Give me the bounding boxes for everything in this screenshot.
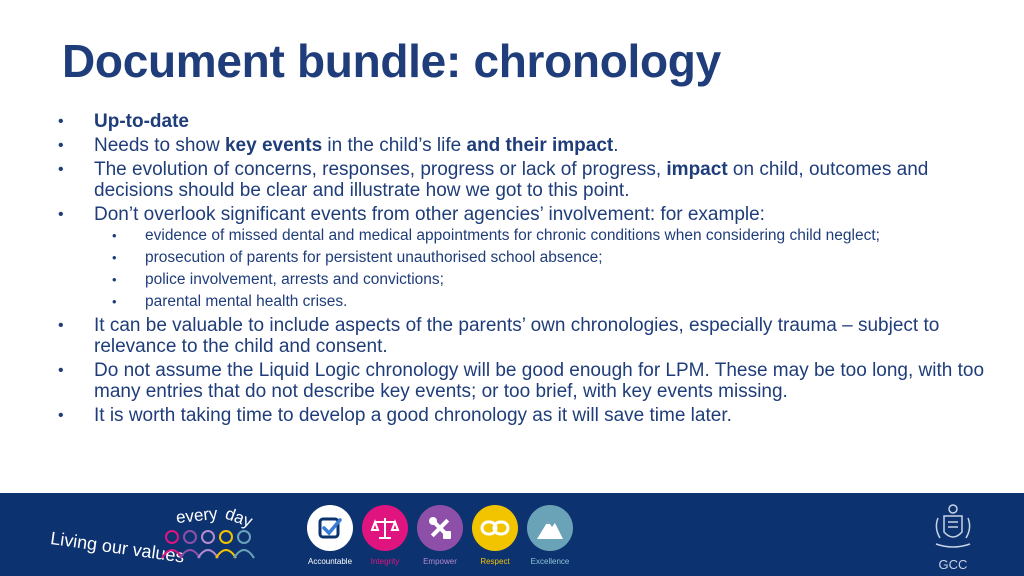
bullet-item [56, 111, 986, 132]
tools-icon [417, 505, 463, 551]
bullet-text-bold: key events [224, 135, 323, 156]
value-label: Integrity [370, 557, 400, 566]
sub-bullet-item: • prosecution of parents for persistent unauthorised school absence; [56, 249, 986, 267]
tagline-day: day [222, 503, 256, 532]
bullet-item: • It can be valuable to include aspects of the parents’ own chronologies, especially trauma – subject to relevance to the child and consent. [56, 315, 986, 357]
bullet-item [56, 204, 986, 311]
value-empower [409, 505, 471, 566]
bullet-text: on child, outcomes and decisions should be clear and illustrate how we got to this point. [94, 159, 929, 201]
value-label: Respect [480, 557, 510, 566]
bullet-text: . [613, 135, 619, 156]
sub-bullet-item: • evidence of missed dental and medical appointments for chronic conditions when considering child neglect; [56, 227, 986, 245]
tagline-living: Living our values [49, 528, 186, 567]
sub-bullet-list [56, 227, 986, 311]
bullet-item: • Do not assume the Liquid Logic chronology will be good enough for LPM. These may be too long, with too many entries that do not describe key events; or too brief, with key events missing. [56, 360, 986, 402]
bullet-text: The evolution of concerns, responses, progress or lack of progress, [94, 159, 667, 180]
bullet-text: Up-to-date [94, 111, 189, 132]
scales-icon [362, 505, 408, 551]
sub-bullet-item: • parental mental health crises. [56, 293, 986, 311]
value-label: Empower [423, 557, 457, 566]
checkbox-icon [307, 505, 353, 551]
chain-link-icon [472, 505, 518, 551]
crest-icon [930, 502, 976, 554]
value-integrity [354, 505, 416, 566]
value-respect [464, 505, 526, 566]
bullet-item [56, 159, 986, 201]
tagline-every: every [175, 503, 219, 528]
bullet-list [56, 111, 986, 429]
page-title: Document bundle: chronology [62, 35, 721, 87]
council-crest-logo [930, 502, 976, 572]
value-label: Excellence [530, 557, 570, 566]
bullet-item [56, 135, 986, 156]
bullet-text: Don’t overlook significant events from other agencies’ involvement: for example: [94, 204, 765, 225]
bullet-text-bold: impact [666, 159, 728, 180]
bullet-text: Needs to show [94, 135, 225, 156]
value-excellence [519, 505, 581, 566]
logo-text: GCC [938, 557, 968, 572]
bullet-item: • It is worth taking time to develop a good chronology as it will save time later. [56, 405, 986, 426]
value-accountable [299, 505, 361, 566]
bullet-text: in the child’s life [322, 135, 467, 156]
mountain-icon [527, 505, 573, 551]
people-icon [150, 528, 260, 564]
value-label: Accountable [307, 557, 353, 566]
bullet-text-bold: and their impact [466, 135, 614, 156]
sub-bullet-item: • police involvement, arrests and convictions; [56, 271, 986, 289]
